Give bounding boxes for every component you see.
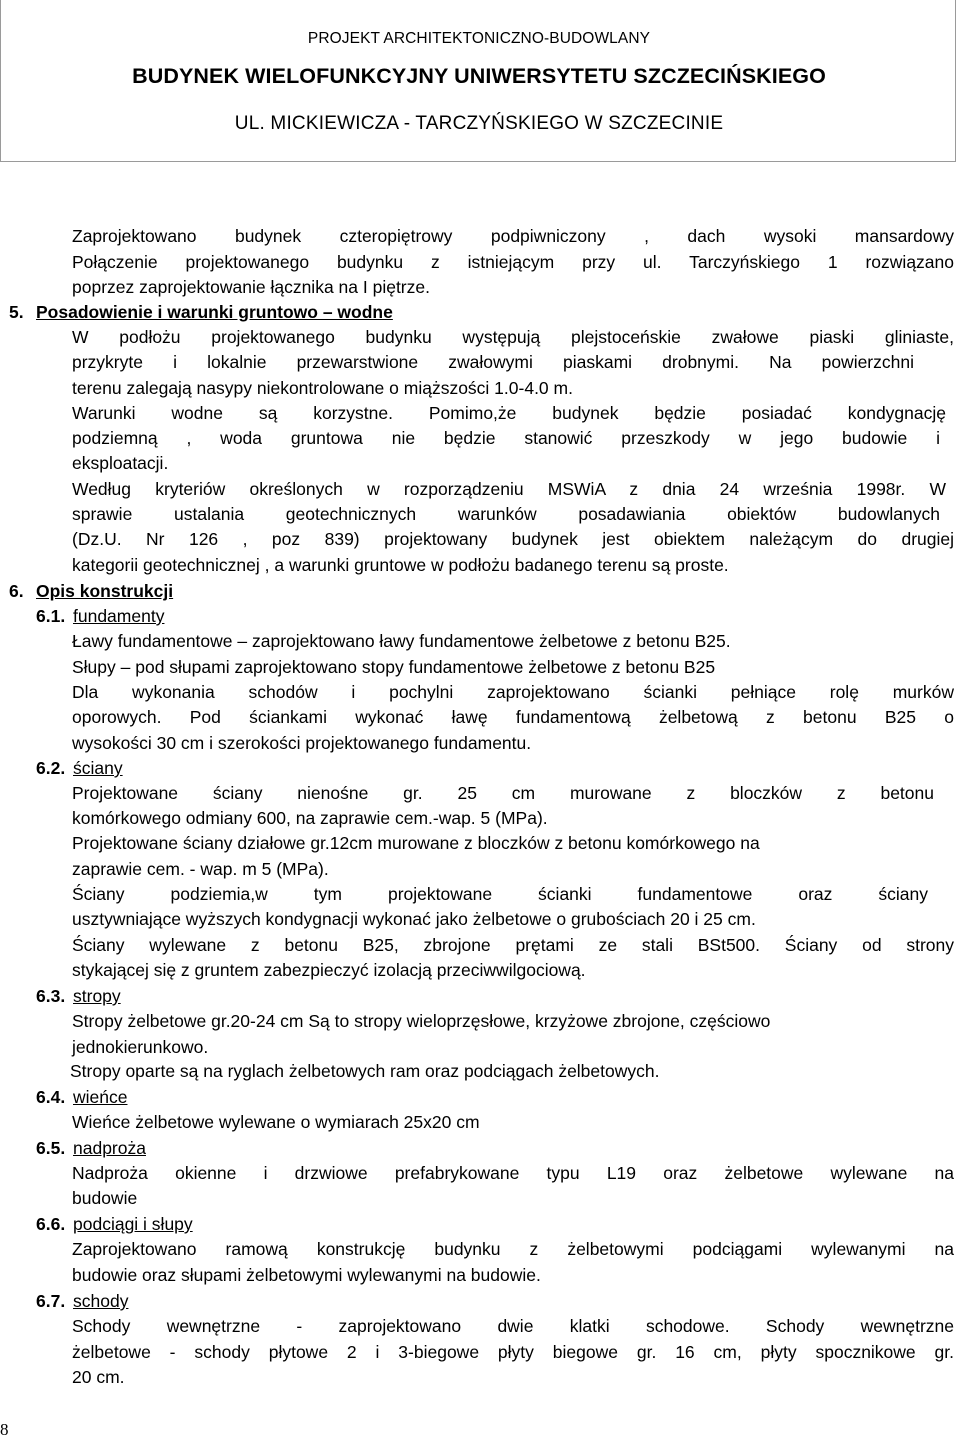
- subsection-6-4-heading: [0, 1085, 960, 1110]
- s66-line-2: budowie oraz słupami żelbetowymi wylewanymi na budowie.: [72, 1265, 541, 1285]
- subsection-6-1-heading: [0, 604, 960, 629]
- s61-line-4: oporowych. Pod ściankami wykonać ławę fundamentową żelbetową z betonu B25 o: [72, 707, 954, 727]
- subsection-6-1-title: fundamenty: [73, 606, 165, 626]
- subsection-6-3-title: stropy: [73, 986, 121, 1006]
- subsection-6-7-number: 6.7.: [36, 1291, 66, 1311]
- s62-line-7: Ściany wylewane z betonu B25, zbrojone prętami ze stali BSt500. Ściany od strony: [72, 935, 954, 955]
- s67-line-3: 20 cm.: [72, 1367, 125, 1387]
- s67-line-1: Schody wewnętrzne - zaprojektowano dwie klatki schodowe. Schody wewnętrzne: [72, 1316, 954, 1336]
- section-5-title: Posadowienie i warunki gruntowo – wodne: [36, 302, 393, 322]
- section-6-heading: [0, 579, 960, 604]
- s62-line-3: Projektowane ściany działowe gr.12cm murowane z bloczków z betonu komórkowego na: [72, 833, 760, 853]
- subsection-6-7-heading: [0, 1289, 960, 1314]
- s5-line-8: sprawie ustalania geotechnicznych warunków posadawiania obiektów budowlanych: [72, 504, 940, 524]
- subsection-6-4-number: 6.4.: [36, 1087, 66, 1107]
- s5-line-9: (Dz.U. Nr 126 , poz 839) projektowany budynek jest obiektem należącym do drugiej: [72, 529, 954, 549]
- s64-line-1: Wieńce żelbetowe wylewane o wymiarach 25x20 cm: [72, 1112, 480, 1132]
- header-building-title: BUDYNEK WIELOFUNKCYJNY UNIWERSYTETU SZCZECIŃSKIEGO: [132, 64, 826, 88]
- subsection-6-3-heading: [0, 984, 960, 1009]
- header-address: UL. MICKIEWICZA - TARCZYŃSKIEGO W SZCZECINIE: [234, 113, 724, 134]
- s5-line-1: W podłożu projektowanego budynku występują plejstoceńskie zwałowe piaski gliniaste,: [72, 327, 954, 347]
- s65-line-1: Nadproża okienne i drzwiowe prefabrykowane typu L19 oraz żelbetowe wylewane na: [72, 1163, 954, 1183]
- subsection-6-4-title: wieńce: [73, 1087, 128, 1107]
- intro-line-1: Zaprojektowano budynek czteropiętrowy podpiwniczony , dach wysoki mansardowy: [72, 226, 954, 246]
- section-6-title: Opis konstrukcji: [36, 581, 174, 601]
- s67-line-2: żelbetowe - schody płytowe 2 i 3-biegowe płyty biegowe gr. 16 cm, płyty spocznikowe gr.: [72, 1342, 954, 1362]
- section-5-heading: [0, 300, 960, 325]
- subsection-6-6-number: 6.6.: [36, 1214, 66, 1234]
- section-5-number: 5.: [9, 302, 24, 322]
- s62-line-5: Ściany podziemia,w tym projektowane ścianki fundamentowe oraz ściany: [72, 884, 928, 904]
- s65-line-2: budowie: [72, 1188, 138, 1208]
- s61-line-1: Ławy fundamentowe – zaprojektowano ławy fundamentowe żelbetowe z betonu B25.: [72, 631, 731, 651]
- subsection-6-7-title: schody: [73, 1291, 129, 1311]
- s5-line-5: podziemną , woda gruntowa nie będzie stanowić przeszkody w jego budowie i: [72, 428, 940, 448]
- subsection-6-2-heading: [0, 756, 960, 781]
- section-6-number: 6.: [9, 581, 24, 601]
- subsection-6-5-title: nadproża: [73, 1138, 146, 1158]
- s5-line-2: przykryte i lokalnie przewarstwione zwałowymi piaskami drobnymi. Na powierzchni: [72, 352, 914, 372]
- subsection-6-6-heading: [0, 1212, 960, 1237]
- s61-line-2: Słupy – pod słupami zaprojektowano stopy fundamentowe żelbetowe z betonu B25: [72, 657, 716, 677]
- subsection-6-3-number: 6.3.: [36, 986, 66, 1006]
- s66-line-1: Zaprojektowano ramową konstrukcję budynku z żelbetowymi podciągami wylewanymi na: [72, 1239, 954, 1259]
- s5-line-7: Według kryteriów określonych w rozporządzeniu MSWiA z dnia 24 września 1998r. W: [72, 479, 946, 499]
- header-project-type: PROJEKT ARCHITEKTONICZNO-BUDOWLANY: [307, 30, 651, 47]
- s5-line-10: kategorii geotechnicznej , a warunki gruntowe w podłożu badanego terenu są proste.: [72, 555, 729, 575]
- s62-line-8: stykającej się z gruntem zabezpieczyć izolacją przeciwwilgociową.: [72, 960, 586, 980]
- s5-line-6: eksploatacji.: [72, 453, 169, 473]
- subsection-6-5-heading: [0, 1136, 960, 1161]
- s62-line-4: zaprawie cem. - wap. m 5 (MPa).: [72, 859, 329, 879]
- s61-line-5: wysokości 30 cm i szerokości projektowanego fundamentu.: [72, 733, 532, 753]
- s61-line-3: Dla wykonania schodów i pochylni zaprojektowano ścianki pełniące rolę murków: [72, 682, 954, 702]
- intro-line-3: poprzez zaprojektowanie łącznika na I piętrze.: [72, 277, 430, 297]
- page-number: 8: [0, 1420, 9, 1439]
- s62-line-1: Projektowane ściany nienośne gr. 25 cm murowane z bloczków z betonu: [72, 783, 934, 803]
- s63-line-3: Stropy oparte są na ryglach żelbetowych ram oraz podciągach żelbetowych.: [70, 1061, 660, 1081]
- subsection-6-5-number: 6.5.: [36, 1138, 66, 1158]
- s5-line-4: Warunki wodne są korzystne. Pomimo,że budynek będzie posiadać kondygnację: [72, 403, 946, 423]
- subsection-6-1-number: 6.1.: [36, 606, 66, 626]
- s62-line-2: komórkowego odmiany 600, na zaprawie cem.-wap. 5 (MPa).: [72, 808, 548, 828]
- intro-line-2: Połączenie projektowanego budynku z istniejącym przy ul. Tarczyńskiego 1 rozwiązano: [72, 252, 954, 272]
- s63-line-1: Stropy żelbetowe gr.20-24 cm Są to stropy wieloprzęsłowe, krzyżowe zbrojone, częściowo: [72, 1011, 771, 1031]
- subsection-6-2-number: 6.2.: [36, 758, 66, 778]
- document-header: [0, 0, 956, 162]
- s63-line-2: jednokierunkowo.: [72, 1037, 209, 1057]
- subsection-6-2-title: ściany: [73, 758, 123, 778]
- s62-line-6: usztywniające wyższych kondygnacji wykonać jako żelbetowe o grubościach 20 i 25 cm.: [72, 909, 756, 929]
- s5-line-3: terenu zalegają nasypy niekontrolowane o miąższości 1.0-4.0 m.: [72, 378, 573, 398]
- subsection-6-6-title: podciągi i słupy: [73, 1214, 193, 1234]
